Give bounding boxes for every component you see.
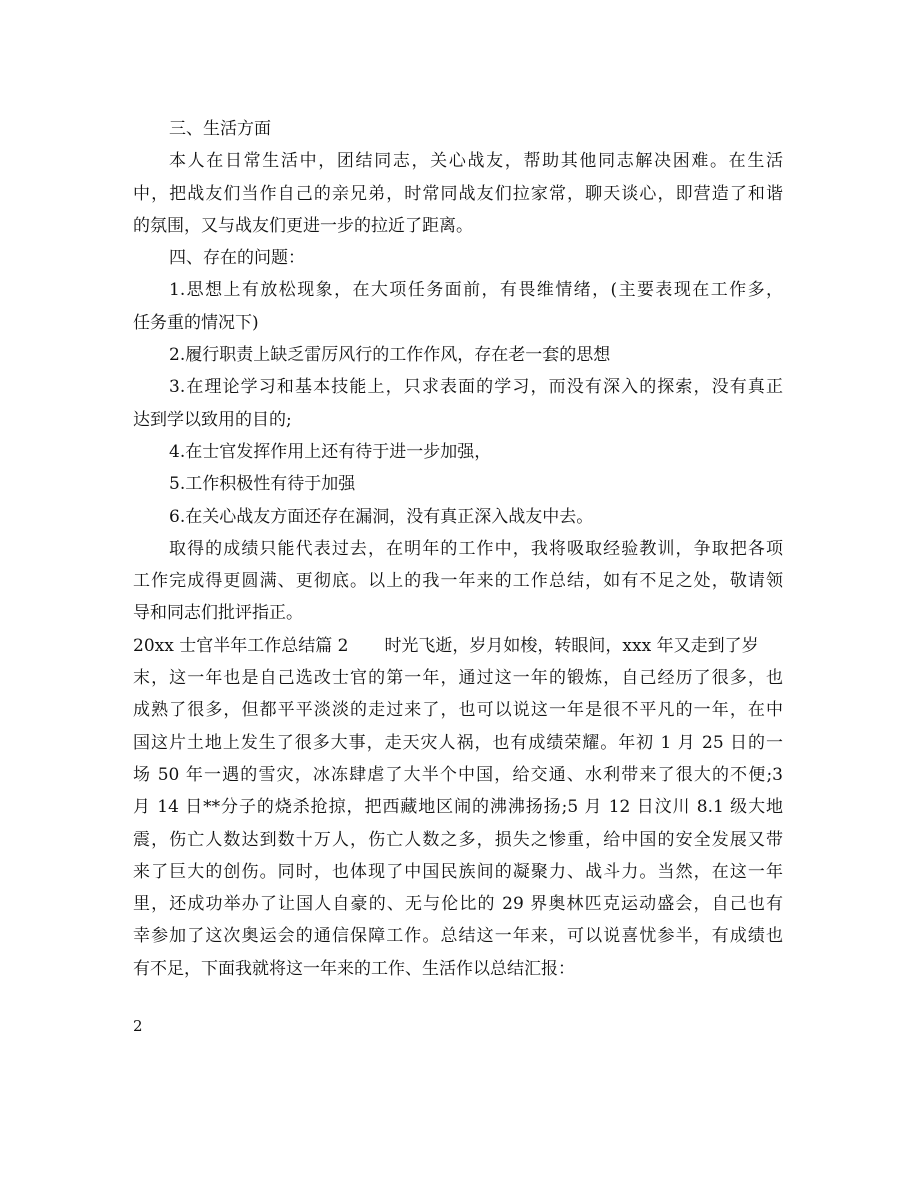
text-line: 国这片土地上发生了很多大事，走天灾人祸，也有成绩荣耀。年初 1 月 25 日的一 (133, 732, 783, 753)
issue-item-1 (133, 274, 783, 339)
issue-item-5: 5.工作积极性有待于加强 (169, 474, 356, 495)
text-line: 成熟了很多，但都平平淡淡的走过来了，也可以说这一年是很不平凡的一年，在中 (133, 700, 783, 721)
text-line: 时光飞逝，岁月如梭，转眼间，xxx 年又走到了岁 (384, 635, 759, 656)
text-line: 本人在日常生活中，团结同志，关心战友，帮助其他同志解决困难。在生活 (169, 151, 783, 172)
text-line: 达到学以致用的目的; (133, 409, 292, 430)
issue-item-2: 2.履行职责上缺乏雷厉风行的工作作风，存在老一套的思想 (169, 345, 611, 366)
text-line: 有不足，下面我就将这一年来的工作、生活作以总结汇报： (133, 958, 575, 979)
issue-item-6: 6.在关心战友方面还存在漏洞，没有真正深入战友中去。 (169, 506, 594, 527)
page-number: 2 (133, 1017, 143, 1035)
document-body (133, 113, 783, 985)
article-first-line (133, 630, 783, 662)
issue-item-4: 4.在士官发挥作用上还有待于进一步加强， (169, 441, 492, 462)
text-line: 末，这一年也是自己选改士官的第一年，通过这一年的锻炼，自己经历了很多，也 (133, 668, 783, 689)
text-line: 幸参加了这次奥运会的通信保障工作。总结这一年来，可以说喜忧参半，有成绩也 (133, 926, 783, 947)
text-line: 1.思想上有放松现象，在大项任务面前，有畏维情绪，(主要表现在工作多， (169, 280, 783, 301)
text-line: 中，把战友们当作自己的亲兄弟，时常同战友们拉家常，聊天谈心，即营造了和谐 (133, 183, 783, 204)
text-line: 来了巨大的创伤。同时，也体现了中国民族间的凝聚力、战斗力。当然，在这一年 (133, 861, 783, 882)
text-line: 里，还成功举办了让国人自豪的、无与伦比的 29 界奥林匹克运动盛会，自己也有 (133, 894, 783, 915)
article-title: 20xx 士官半年工作总结篇 2 (133, 635, 349, 656)
text-line: 取得的成绩只能代表过去，在明年的工作中，我将吸取经验教训，争取把各项 (169, 538, 783, 559)
section-heading-life: 三、生活方面 (169, 119, 271, 139)
paragraph-closing (133, 533, 783, 630)
article-2 (133, 630, 783, 985)
text-line: 3.在理论学习和基本技能上，只求表面的学习，而没有深入的探索，没有真正 (169, 377, 783, 398)
text-line: 震，伤亡人数达到数十万人，伤亡人数之多，损失之惨重，给中国的安全发展又带 (133, 829, 783, 850)
text-line: 场 50 年一遇的雪灾，冰冻肆虐了大半个中国，给交通、水利带来了很大的不便;3 (133, 764, 783, 785)
text-line: 月 14 日**分子的烧杀抢掠，把西藏地区闹的沸沸扬扬;5 月 12 日汶川 8.1 级大地 (133, 797, 783, 818)
text-line: 工作完成得更圆满、更彻底。以上的我一年来的工作总结，如有不足之处，敬请领 (133, 571, 783, 592)
issue-item-3 (133, 371, 783, 436)
section-heading-problems: 四、存在的问题： (169, 248, 305, 269)
text-line: 导和同志们批评指正。 (133, 603, 303, 624)
paragraph-life (133, 145, 783, 242)
text-line: 任务重的情况下) (133, 312, 259, 333)
text-line: 的氛围，又与战友们更进一步的拉近了距离。 (133, 215, 473, 236)
